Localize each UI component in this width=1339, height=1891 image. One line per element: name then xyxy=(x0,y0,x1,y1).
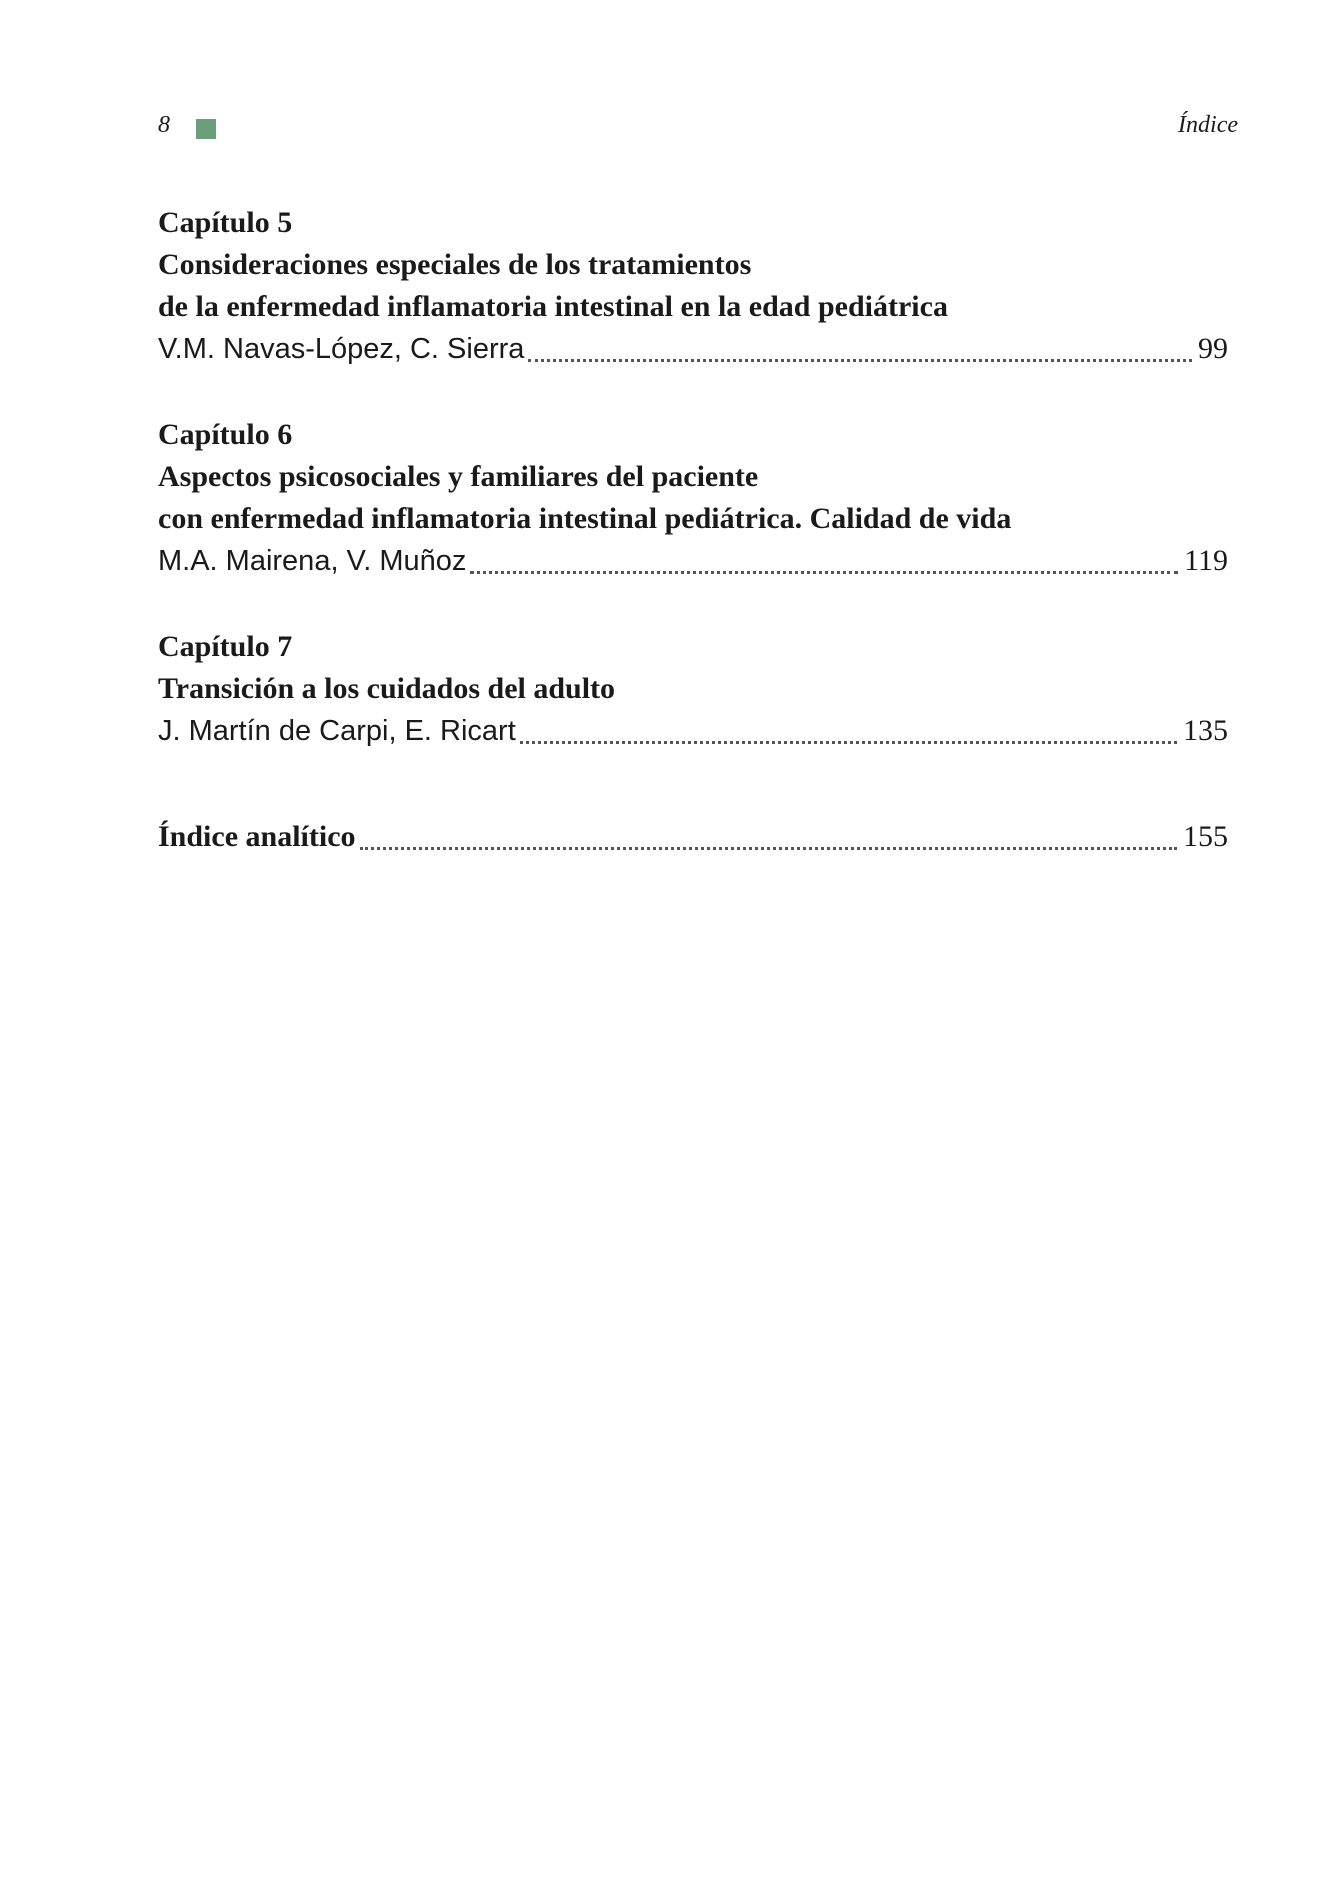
page-reference: 155 xyxy=(1183,820,1228,853)
dot-leader xyxy=(360,847,1177,850)
running-head: Índice xyxy=(1178,112,1238,138)
dot-leader xyxy=(520,741,1177,744)
chapter-title-line: Transición a los cuidados del adulto xyxy=(158,672,616,705)
chapter-title-line: de la enfermedad inflamatoria intestinal en la edad pediátrica xyxy=(158,290,948,323)
toc-entry-chapter-6 xyxy=(158,414,1228,582)
green-square-ornament xyxy=(196,119,216,139)
chapter-authors: M.A. Mairena, V. Muñoz xyxy=(158,545,467,577)
chapter-authors: V.M. Navas-López, C. Sierra xyxy=(158,333,525,365)
page-number: 8 xyxy=(158,112,170,138)
author-line xyxy=(158,710,1228,752)
page-reference: 135 xyxy=(1183,714,1228,747)
dot-leader xyxy=(528,359,1192,362)
page-reference: 119 xyxy=(1184,544,1228,577)
author-line xyxy=(158,328,1228,370)
chapter-label: Capítulo 5 xyxy=(158,206,293,239)
dot-leader xyxy=(470,571,1178,574)
page-reference: 99 xyxy=(1198,332,1228,365)
chapter-label: Capítulo 7 xyxy=(158,630,293,663)
index-label: Índice analítico xyxy=(158,820,356,853)
toc-entry-chapter-5 xyxy=(158,202,1228,370)
chapter-label: Capítulo 6 xyxy=(158,418,293,451)
table-of-contents xyxy=(158,202,1228,858)
toc-entry-chapter-7 xyxy=(158,626,1228,752)
chapter-title-line: con enfermedad inflamatoria intestinal pediátrica. Calidad de vida xyxy=(158,502,1012,535)
author-line xyxy=(158,540,1228,582)
chapter-authors: J. Martín de Carpi, E. Ricart xyxy=(158,715,516,747)
chapter-title-line: Consideraciones especiales de los tratamientos xyxy=(158,248,752,281)
chapter-title-line: Aspectos psicosociales y familiares del paciente xyxy=(158,460,759,493)
page-header xyxy=(158,110,1238,144)
toc-entry-index xyxy=(158,816,1228,858)
